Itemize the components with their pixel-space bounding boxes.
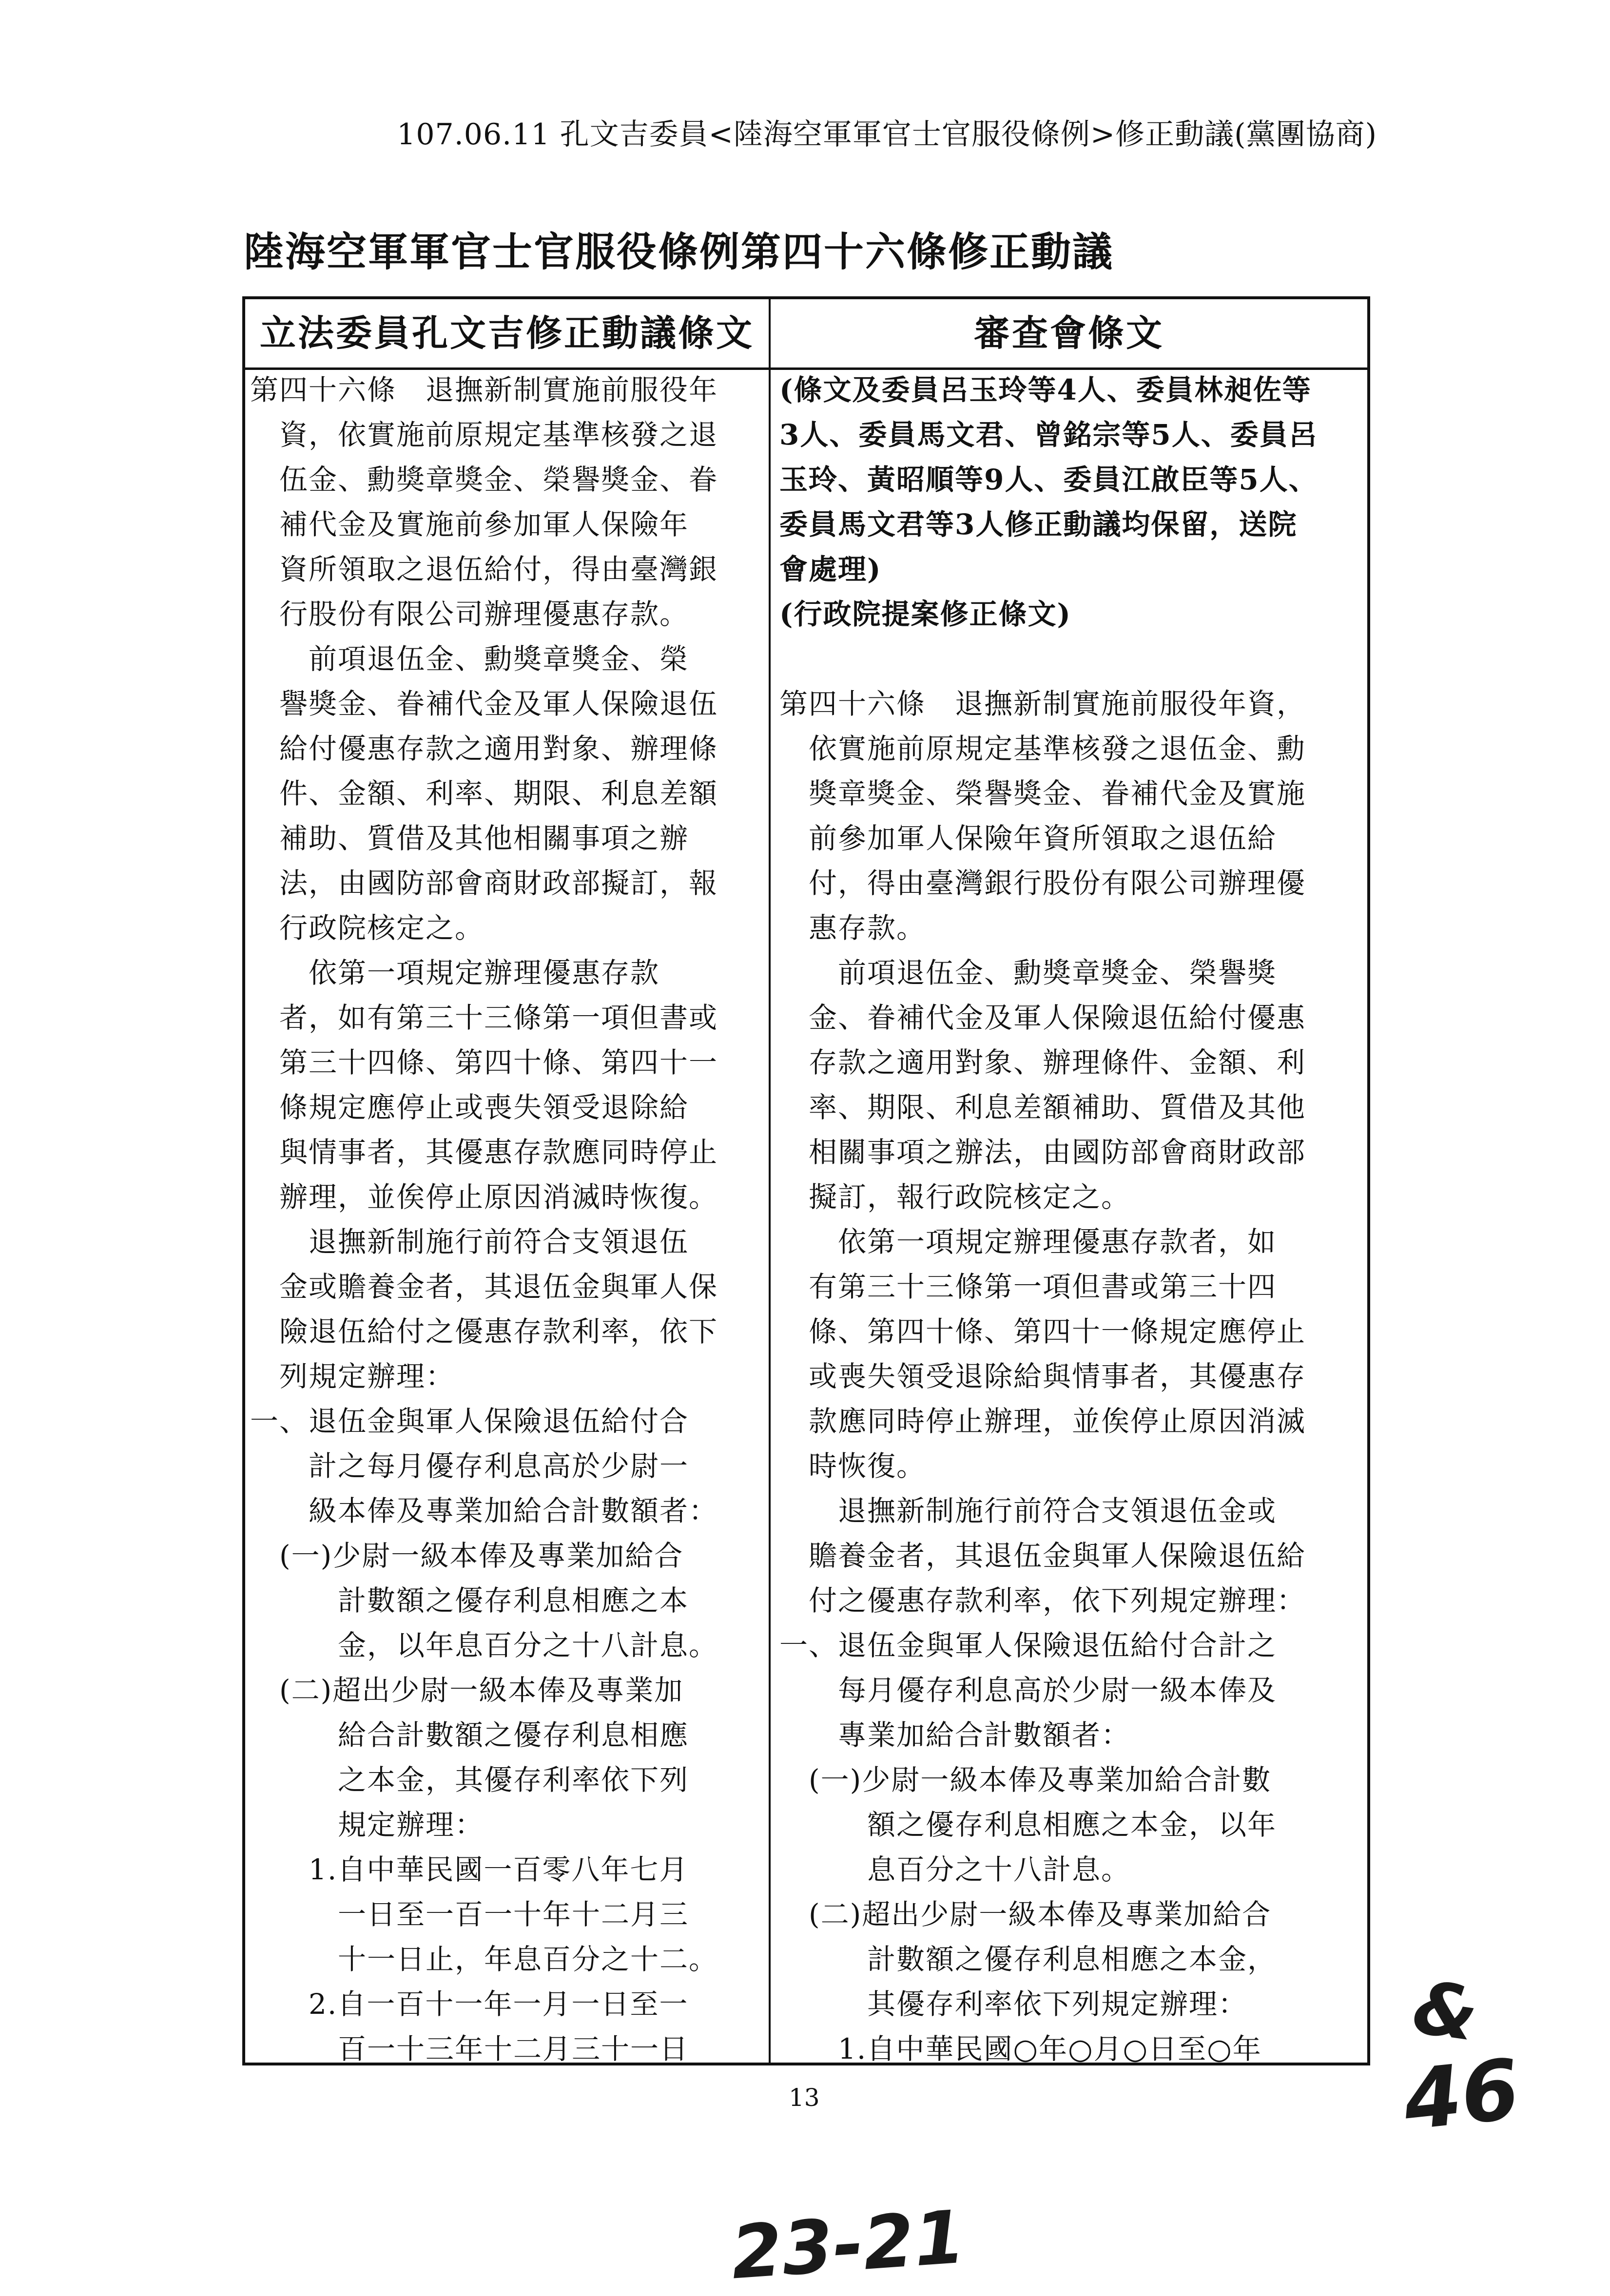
text-line: 贍養金者，其退伍金與軍人保險退伍給 [779, 1539, 1306, 1572]
text-line: 依第一項規定辦理優惠存款者，如 [779, 1225, 1277, 1258]
text-line: 第三十四條、第四十條、第四十一 [250, 1046, 718, 1079]
text-line: 前參加軍人保險年資所領取之退伍給 [779, 822, 1277, 855]
text-line: 法，由國防部會商財政部擬訂，報 [250, 867, 718, 900]
text-line: 率、期限、利息差額補助、質借及其他 [779, 1091, 1306, 1124]
text-line: 補代金及實施前參加軍人保險年 [250, 508, 689, 541]
text-line: 條規定應停止或喪失領受退除給 [250, 1091, 689, 1124]
left-column-text [250, 367, 767, 2063]
text-line: 2.自一百十一年一月一日至一 [250, 1987, 689, 2021]
text-line: 險退伍給付之優惠存款利率，依下 [250, 1315, 718, 1348]
text-line: 或喪失領受退除給與情事者，其優惠存 [779, 1360, 1306, 1393]
text-line: (行政院提案修正條文) [779, 598, 1071, 631]
text-line: 第四十六條 退撫新制實施前服役年資， [779, 687, 1306, 720]
text-line: 委員馬文君等3人修正動議均保留，送院 [779, 508, 1298, 541]
text-line: 金，以年息百分之十八計息。 [250, 1629, 718, 1662]
text-line: 擬訂，報行政院核定之。 [779, 1180, 1131, 1214]
header-note: 107.06.11 孔文吉委員<陸海空軍軍官士官服役條例>修正動議(黨團協商) [397, 117, 1377, 152]
handwritten-note-bottom: 23-21 [728, 2195, 968, 2296]
text-line: 計之每月優存利息高於少尉一 [250, 1449, 689, 1483]
text-line: 相關事項之辦法，由國防部會商財政部 [779, 1136, 1306, 1169]
handwritten-note-margin-bottom: 46 [1399, 2041, 1524, 2149]
text-line: 計數額之優存利息相應之本金， [779, 1943, 1277, 1976]
text-line: 退撫新制施行前符合支領退伍 [250, 1225, 689, 1258]
text-line: 前項退伍金、勳獎章獎金、榮譽獎 [779, 956, 1277, 989]
text-line: 1.自中華民國○年○月○日至○年 [779, 2032, 1262, 2063]
right-column-header: 審查會條文 [974, 312, 1164, 354]
text-line: 依實施前原規定基準核發之退伍金、勳 [779, 732, 1306, 765]
text-line: 會處理) [779, 553, 882, 586]
text-line: 計數額之優存利息相應之本 [250, 1584, 689, 1617]
column-divider [769, 299, 771, 2063]
text-line: 件、金額、利率、期限、利息差額 [250, 777, 718, 810]
text-line: 伍金、勳獎章獎金、榮譽獎金、眷 [250, 463, 718, 496]
text-line: 級本俸及專業加給合計數額者： [250, 1494, 718, 1527]
text-line: 補助、質借及其他相關事項之辦 [250, 822, 689, 855]
text-line: (一)少尉一級本俸及專業加給合計數 [779, 1763, 1272, 1796]
text-line: 一、退伍金與軍人保險退伍給付合計之 [779, 1629, 1277, 1662]
text-line: 時恢復。 [779, 1449, 926, 1483]
text-line: 譽獎金、眷補代金及軍人保險退伍 [250, 687, 718, 720]
right-column-text [779, 367, 1359, 2063]
text-line: 專業加給合計數額者： [779, 1718, 1131, 1752]
text-line: 款應同時停止辦理，並俟停止原因消滅 [779, 1405, 1306, 1438]
text-line: 百一十三年十二月三十一日 [250, 2032, 689, 2063]
text-line: 列規定辦理： [250, 1360, 455, 1393]
text-line: 資所領取之退伍給付，得由臺灣銀 [250, 553, 718, 586]
text-line: 者，如有第三十三條第一項但書或 [250, 1001, 718, 1034]
text-line: 給付優惠存款之適用對象、辦理條 [250, 732, 718, 765]
text-line: 惠存款。 [779, 911, 926, 945]
text-line: 依第一項規定辦理優惠存款 [250, 956, 660, 989]
handwritten-note-margin-top: & [1408, 1965, 1483, 2058]
text-line: 其優存利率依下列規定辦理： [779, 1987, 1248, 2021]
text-line: (一)少尉一級本俸及專業加給合 [250, 1539, 684, 1572]
text-line: 3人、委員馬文君、曾銘宗等5人、委員呂 [779, 418, 1318, 451]
text-line: 第四十六條 退撫新制實施前服役年 [250, 373, 718, 406]
text-line: (二)超出少尉一級本俸及專業加給合 [779, 1898, 1272, 1931]
text-line: 之本金，其優存利率依下列 [250, 1763, 689, 1796]
text-line: (條文及委員呂玉玲等4人、委員林昶佐等 [779, 373, 1312, 406]
text-line: (二)超出少尉一級本俸及專業加 [250, 1674, 684, 1707]
page-number: 13 [789, 2084, 820, 2112]
text-line: 辦理，並俟停止原因消滅時恢復。 [250, 1180, 718, 1214]
text-line: 條、第四十條、第四十一條規定應停止 [779, 1315, 1306, 1348]
text-line: 退撫新制施行前符合支領退伍金或 [779, 1494, 1277, 1527]
text-line: 有第三十三條第一項但書或第三十四 [779, 1270, 1277, 1303]
text-line: 金或贍養金者，其退伍金與軍人保 [250, 1270, 718, 1303]
text-line: 付，得由臺灣銀行股份有限公司辦理優 [779, 867, 1306, 900]
text-line: 額之優存利息相應之本金，以年 [779, 1808, 1277, 1841]
document-title: 陸海空軍軍官士官服役條例第四十六條修正動議 [244, 229, 1114, 275]
text-line: 行股份有限公司辦理優惠存款。 [250, 598, 689, 631]
text-line: 十一日止，年息百分之十二。 [250, 1943, 718, 1976]
text-line: 玉玲、黃昭順等9人、委員江啟臣等5人、 [779, 463, 1318, 496]
text-line: 行政院核定之。 [250, 911, 485, 945]
text-line: 息百分之十八計息。 [779, 1853, 1131, 1886]
table-header-row [245, 299, 1367, 370]
text-line: 與情事者，其優惠存款應同時停止 [250, 1136, 718, 1169]
text-line: 金、眷補代金及軍人保險退伍給付優惠 [779, 1001, 1306, 1034]
text-line: 一日至一百一十年十二月三 [250, 1898, 689, 1931]
text-line: 付之優惠存款利率，依下列規定辦理： [779, 1584, 1306, 1617]
left-column-header: 立法委員孔文吉修正動議條文 [260, 312, 754, 354]
text-line: 每月優存利息高於少尉一級本俸及 [779, 1674, 1277, 1707]
text-line [779, 637, 1359, 681]
text-line: 給合計數額之優存利息相應 [250, 1718, 689, 1752]
text-line: 前項退伍金、勳獎章獎金、榮 [250, 642, 689, 675]
comparison-table [242, 296, 1370, 2065]
text-line: 一、退伍金與軍人保險退伍給付合 [250, 1405, 689, 1438]
text-line: 資，依實施前原規定基準核發之退 [250, 418, 718, 451]
text-line: 1.自中華民國一百零八年七月 [250, 1853, 689, 1886]
text-line: 獎章獎金、榮譽獎金、眷補代金及實施 [779, 777, 1306, 810]
text-line: 存款之適用對象、辦理條件、金額、利 [779, 1046, 1306, 1079]
text-line: 規定辦理： [250, 1808, 485, 1841]
